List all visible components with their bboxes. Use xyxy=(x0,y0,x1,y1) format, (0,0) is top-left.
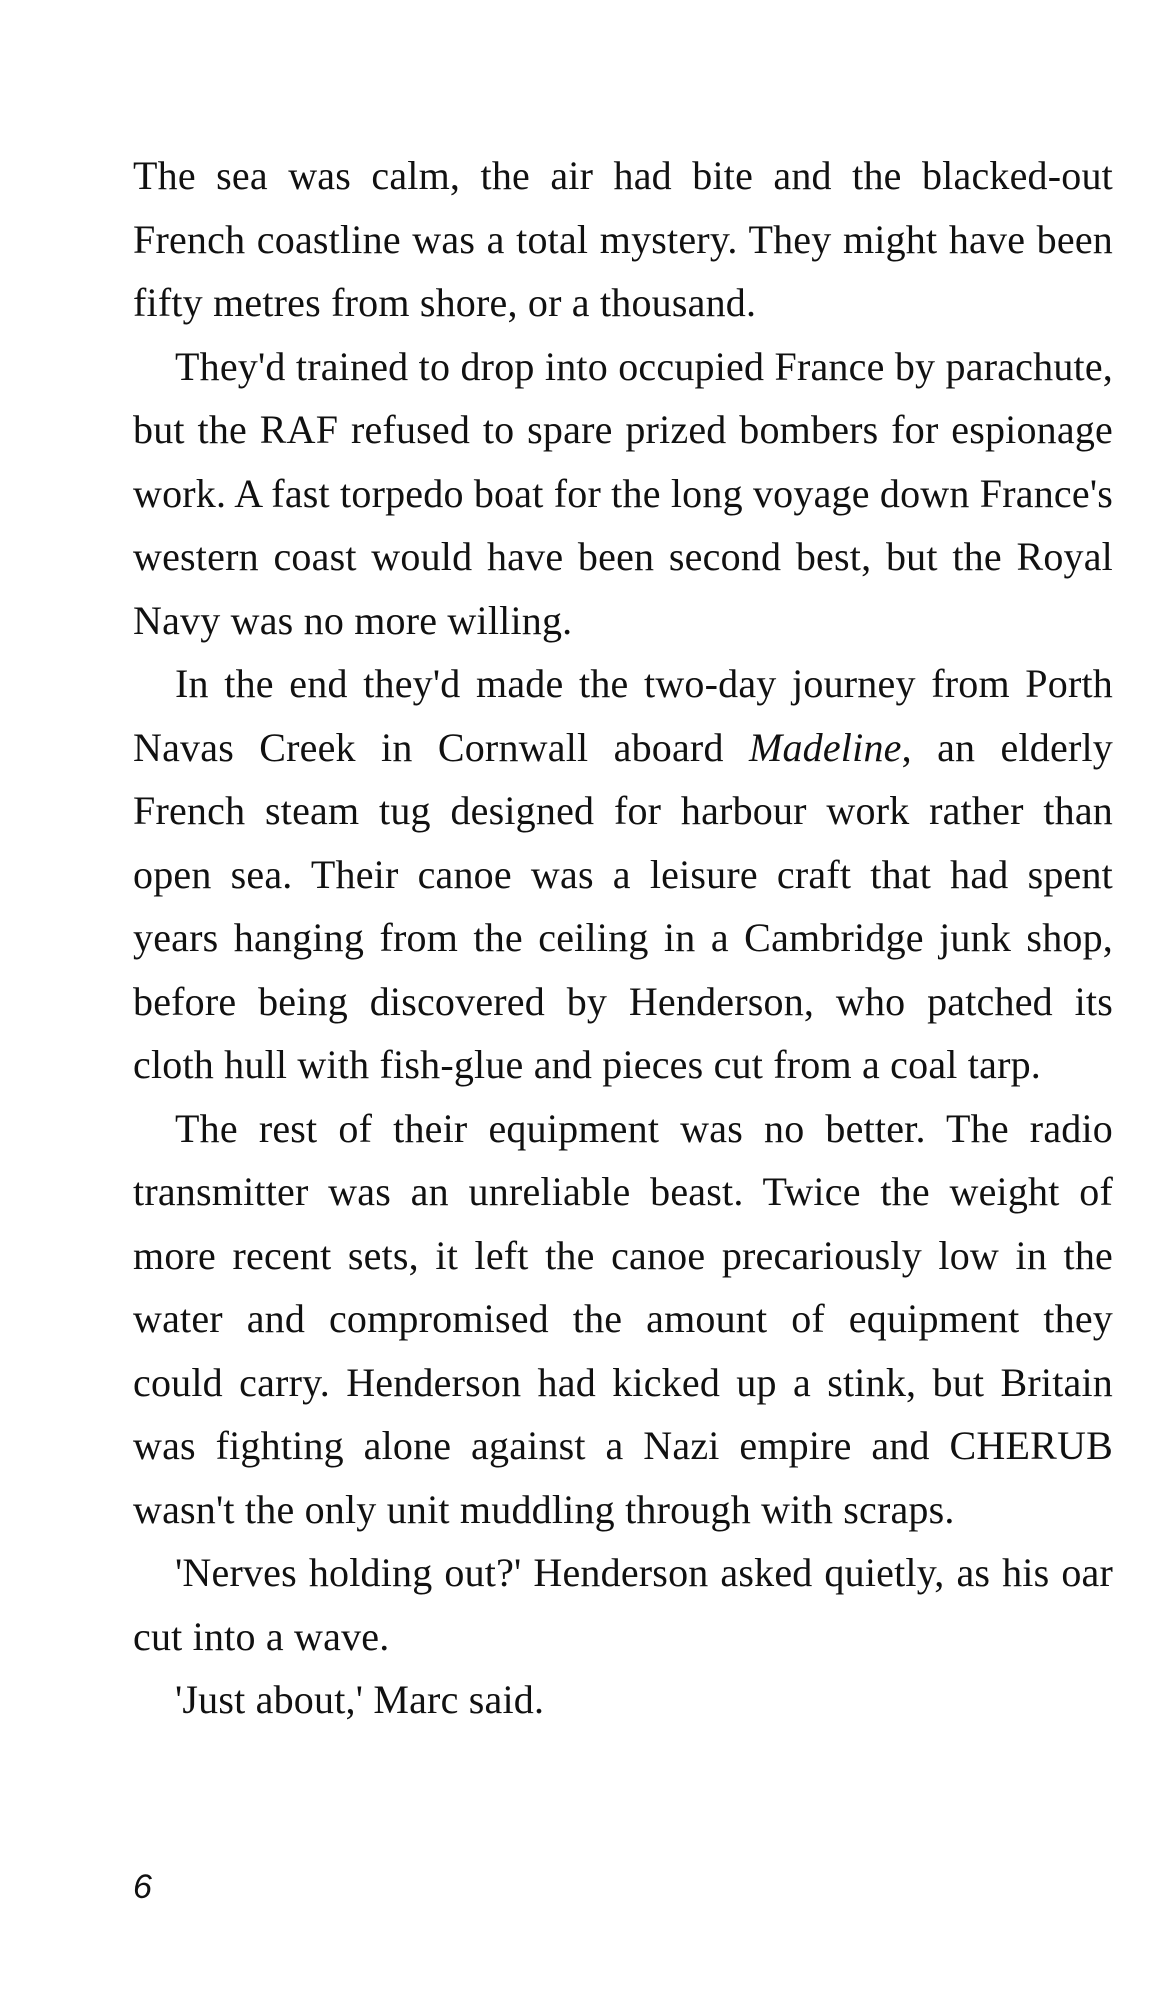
paragraph-2: They'd trained to drop into occupied France by parachute, but the RAF refused to spare prized bombers for espionage work. A fast torpedo boat for the long voyage down France's western coast would have been second best, but the Royal Navy was no more willing. xyxy=(133,343,1113,643)
paragraph-3 xyxy=(133,652,1113,1097)
paragraph-6: 'Just about,' Marc said. xyxy=(175,1677,545,1722)
paragraph-3-end: , an elderly French steam tug designed for harbour work rather than open sea. Their canoe was a leisure craft that had spent years hanging from the ceiling in a Cambridge junk shop, before being discovered by Henderson, who patched its cloth hull with fish-glue and pieces cut from a coal tarp. xyxy=(133,724,1113,1087)
paragraph-3-start: In the end they'd made the two-day journey from Porth Navas Creek in Cornwall aboard xyxy=(133,661,1113,770)
body-text xyxy=(133,144,1113,1732)
page-number: 6 xyxy=(133,1868,152,1906)
paragraph-1: The sea was calm, the air had bite and the blacked-out French coastline was a total mystery. They might have been fifty metres from shore, or a thousand. xyxy=(133,153,1113,325)
paragraph-5: 'Nerves holding out?' Henderson asked quietly, as his oar cut into a wave. xyxy=(133,1550,1113,1659)
paragraph-4: The rest of their equipment was no better. The radio transmitter was an unreliable beast. Twice the weight of more recent sets, it left the canoe precariously low in the water and compromised the amount of equipment they could carry. Henderson had kicked up a stink, but Britain was fighting alone against a Nazi empire and CHERUB wasn't the only unit muddling through with scraps. xyxy=(133,1105,1113,1532)
boat-name: Madeline xyxy=(748,724,902,770)
